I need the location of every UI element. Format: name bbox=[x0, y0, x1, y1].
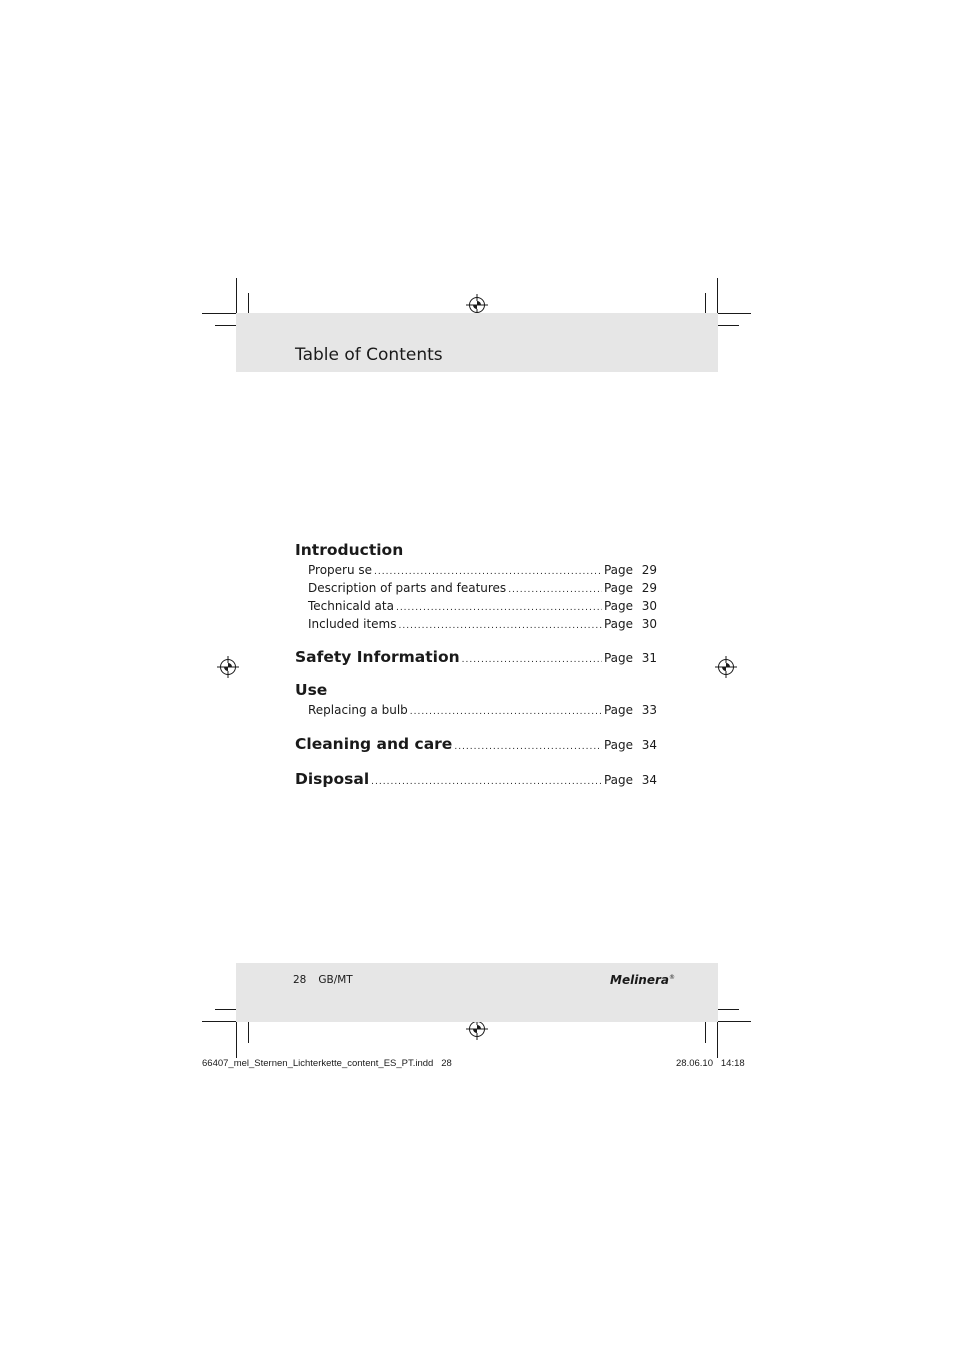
toc-entry-label: Description of parts and features bbox=[308, 581, 507, 595]
toc-page-number: 30 bbox=[641, 617, 657, 631]
crop-mark bbox=[215, 325, 236, 326]
registration-mark-icon bbox=[469, 1021, 485, 1037]
page-title: Table of Contents bbox=[295, 345, 443, 365]
section-heading-use: Use bbox=[295, 681, 328, 699]
print-date-time: 28.06.10 14:18 bbox=[676, 1058, 745, 1069]
crop-mark bbox=[215, 1009, 236, 1010]
crop-mark bbox=[717, 1022, 718, 1058]
toc-entry-label: Cleaning and care bbox=[295, 735, 453, 753]
brand-name: Melinera bbox=[610, 973, 670, 987]
toc-entry[interactable] bbox=[295, 615, 657, 633]
leader-dots bbox=[398, 617, 601, 635]
crop-mark bbox=[718, 1021, 751, 1022]
toc-entry[interactable] bbox=[295, 579, 657, 597]
registration-mark-icon bbox=[469, 297, 485, 313]
crop-mark bbox=[717, 278, 718, 314]
toc-entry-safety-information[interactable] bbox=[295, 646, 657, 668]
leader-dots bbox=[371, 771, 602, 793]
toc-page-word: Page bbox=[603, 581, 633, 595]
registration-mark-icon bbox=[220, 659, 236, 675]
toc-page-number: 29 bbox=[641, 581, 657, 595]
toc-entry-cleaning-and-care[interactable] bbox=[295, 733, 657, 755]
toc-entry-label: Properu se bbox=[308, 563, 373, 577]
leader-dots bbox=[410, 703, 602, 721]
toc-page-word: Page bbox=[603, 773, 633, 787]
registered-mark: ® bbox=[669, 974, 676, 981]
crop-mark bbox=[718, 313, 751, 314]
crop-mark bbox=[202, 1021, 236, 1022]
crop-mark bbox=[718, 1009, 739, 1010]
toc-entry-label: Disposal bbox=[295, 770, 370, 788]
leader-dots bbox=[454, 736, 602, 758]
toc-entry-label: Safety Information bbox=[295, 648, 460, 666]
toc-entry-label: Replacing a bulb bbox=[308, 703, 408, 717]
toc-page-word: Page bbox=[603, 599, 633, 613]
table-of-contents bbox=[295, 540, 657, 790]
crop-mark bbox=[705, 1022, 706, 1043]
toc-page-word: Page bbox=[603, 651, 633, 665]
toc-page-number: 33 bbox=[641, 703, 657, 717]
toc-page-word: Page bbox=[603, 703, 633, 717]
toc-page-number: 34 bbox=[641, 738, 657, 752]
toc-entry-disposal[interactable] bbox=[295, 768, 657, 790]
footer-locale: GB/MT bbox=[318, 974, 353, 986]
toc-page-word: Page bbox=[603, 617, 633, 631]
toc-page-number: 29 bbox=[641, 563, 657, 577]
toc-page-number: 34 bbox=[641, 773, 657, 787]
registration-mark-icon bbox=[718, 659, 734, 675]
toc-page-number: 30 bbox=[641, 599, 657, 613]
leader-dots bbox=[462, 649, 602, 671]
toc-entry-label: Included items bbox=[308, 617, 397, 631]
footer-band bbox=[236, 963, 718, 1022]
toc-entry[interactable] bbox=[295, 561, 657, 579]
crop-mark bbox=[718, 325, 739, 326]
brand-logo bbox=[610, 973, 675, 987]
toc-entry[interactable] bbox=[295, 597, 657, 615]
crop-mark bbox=[248, 1022, 249, 1043]
toc-page-word: Page bbox=[603, 563, 633, 577]
toc-page-number: 31 bbox=[641, 651, 657, 665]
crop-mark bbox=[248, 293, 249, 314]
footer-page-number: 28 bbox=[293, 974, 307, 986]
crop-mark bbox=[705, 293, 706, 314]
toc-entry-label: Technicald ata bbox=[308, 599, 394, 613]
crop-mark bbox=[202, 313, 236, 314]
section-heading-introduction: Introduction bbox=[295, 541, 404, 559]
print-file-info: 66407_mel_Sternen_Lichterkette_content_ES_PT.indd 28 bbox=[202, 1058, 452, 1069]
toc-entry[interactable] bbox=[295, 701, 657, 719]
crop-mark bbox=[236, 278, 237, 314]
crop-mark bbox=[236, 1022, 237, 1058]
footer-page-info bbox=[293, 974, 353, 986]
toc-page-word: Page bbox=[603, 738, 633, 752]
